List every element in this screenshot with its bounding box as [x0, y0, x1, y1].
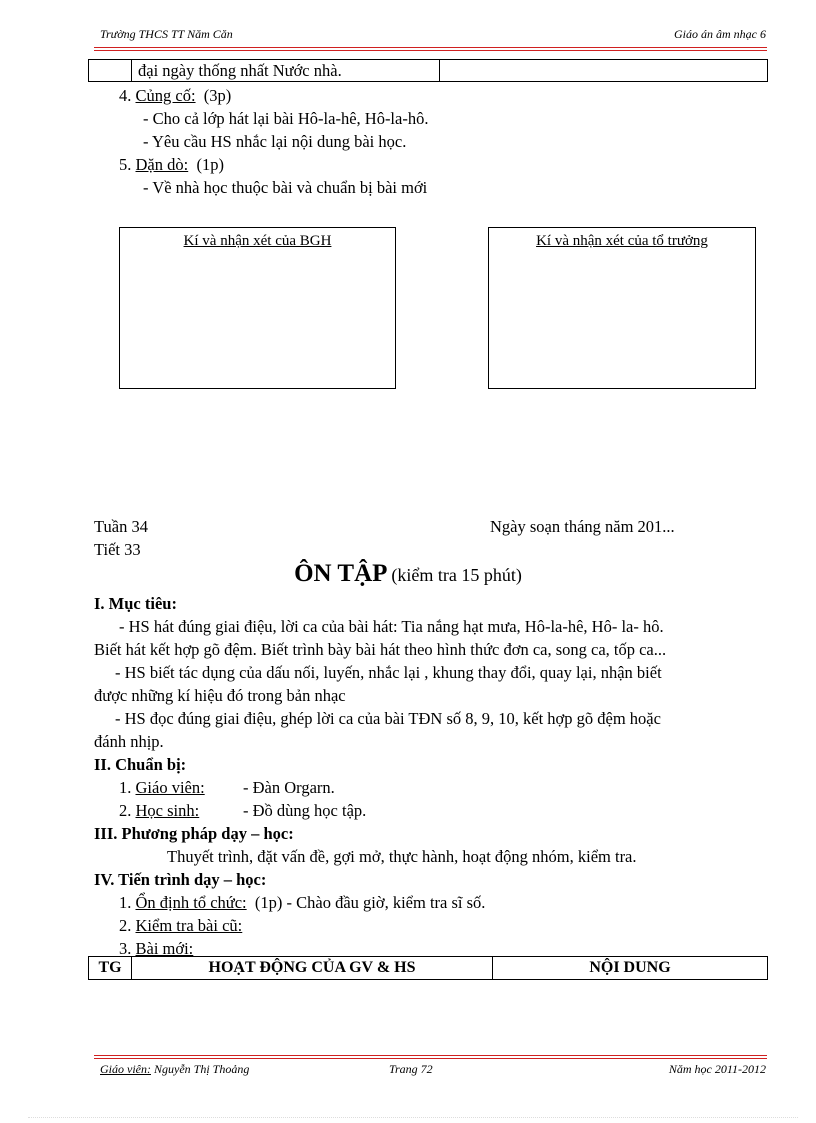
- header-rule: [94, 47, 767, 48]
- tientrinh-heading: IV. Tiến trình dạy – học:: [94, 870, 267, 889]
- footer-rule-2: [94, 1058, 767, 1059]
- header-rule-2: [94, 50, 767, 51]
- cungco-item-1: - Cho cả lớp hát lại bài Hô-la-hê, Hô-la-hô.: [143, 109, 429, 128]
- footer-year: Năm học 2011-2012: [668, 1062, 766, 1076]
- phuongphap-heading: III. Phương pháp dạy – học:: [94, 824, 294, 843]
- top-table-cell-text: đại ngày thống nhất Nước nhà.: [131, 59, 440, 82]
- muctieu-line-6: đánh nhịp.: [94, 732, 164, 751]
- muctieu-line-1: - HS hát đúng giai điệu, lời ca của bài hát: Tia nắng hạt mưa, Hô-la-hê, Hô- la- hô.: [119, 617, 664, 636]
- sign-box-bgh-label: Kí và nhận xét của BGH: [183, 233, 332, 249]
- table-header-noidung: NỘI DUNG: [492, 956, 768, 980]
- sign-box-totruong: [488, 227, 756, 389]
- sign-box-totruong-label: Kí và nhận xét của tổ trưởng: [536, 233, 708, 249]
- muctieu-line-3: - HS biết tác dụng của dấu nối, luyến, nhắc lại , khung thay đổi, quay lại, nhận biết: [115, 663, 662, 682]
- chuanbi-item-2-value: - Đồ dùng học tập.: [243, 801, 367, 820]
- footer-teacher: Giáo viên: Nguyễn Thị Thoảng: [100, 1062, 250, 1076]
- cungco-title: Củng cố:: [135, 86, 196, 105]
- table-header-tg: TG: [88, 956, 132, 980]
- lesson-title: [0, 560, 816, 588]
- dando-title: Dặn dò:: [135, 155, 189, 174]
- chuanbi-item-1: 1. Giáo viên:: [119, 778, 205, 797]
- chuanbi-item-2: 2. Học sinh:: [119, 801, 200, 820]
- cungco-heading: 4. Củng cố: (3p): [119, 86, 232, 105]
- chuanbi-item-1-value: - Đàn Orgarn.: [243, 778, 335, 797]
- chuanbi-heading: II. Chuẩn bị:: [94, 755, 187, 774]
- tientrinh-item-2: 2. Kiểm tra bài cũ:: [119, 916, 243, 935]
- footer-rule: [94, 1055, 767, 1056]
- dando-heading: 5. Dặn dò: (1p): [119, 155, 224, 174]
- top-table-cell-content: [439, 59, 768, 82]
- page-edge: [28, 1117, 798, 1118]
- lesson-week: Tuần 34: [94, 517, 148, 536]
- header-subject: Giáo án âm nhạc 6: [674, 27, 766, 41]
- dando-item-1: - Về nhà học thuộc bài và chuẩn bị bài mới: [143, 178, 428, 197]
- header-school: Trường THCS TT Năm Căn: [100, 27, 233, 41]
- sign-box-bgh: [119, 227, 396, 389]
- tientrinh-item-1: 1. Ổn định tổ chức: (1p) - Chào đầu giờ, kiểm tra sĩ số.: [119, 893, 486, 912]
- muctieu-line-5: - HS đọc đúng giai điệu, ghép lời ca của bài TĐN số 8, 9, 10, kết hợp gõ đệm hoặc: [115, 709, 661, 728]
- muctieu-heading: I. Mục tiêu:: [94, 594, 177, 613]
- top-table-cell-tg: [88, 59, 132, 82]
- cungco-item-2: - Yêu cầu HS nhắc lại nội dung bài học.: [143, 132, 407, 151]
- lesson-title-main: ÔN TẬP: [294, 560, 388, 587]
- muctieu-line-4: được những kí hiệu đó trong bản nhạc: [94, 686, 346, 705]
- tientrinh-item-3: 3. Bài mới:: [119, 939, 194, 958]
- muctieu-line-2: Biết hát kết hợp gõ đệm. Biết trình bày bài hát theo hình thức đơn ca, song ca, tốp ca...: [94, 640, 667, 659]
- table-header-hoatdong: HOẠT ĐỘNG CỦA GV & HS: [131, 956, 493, 980]
- footer-page: Trang 72: [389, 1062, 433, 1076]
- phuongphap-text: Thuyết trình, đặt vấn đề, gợi mở, thực hành, hoạt động nhóm, kiểm tra.: [167, 847, 637, 866]
- lesson-date: Ngày soạn tháng năm 201...: [490, 517, 675, 536]
- lesson-period: Tiết 33: [94, 540, 141, 559]
- lesson-title-sub: (kiểm tra 15 phút): [391, 565, 522, 585]
